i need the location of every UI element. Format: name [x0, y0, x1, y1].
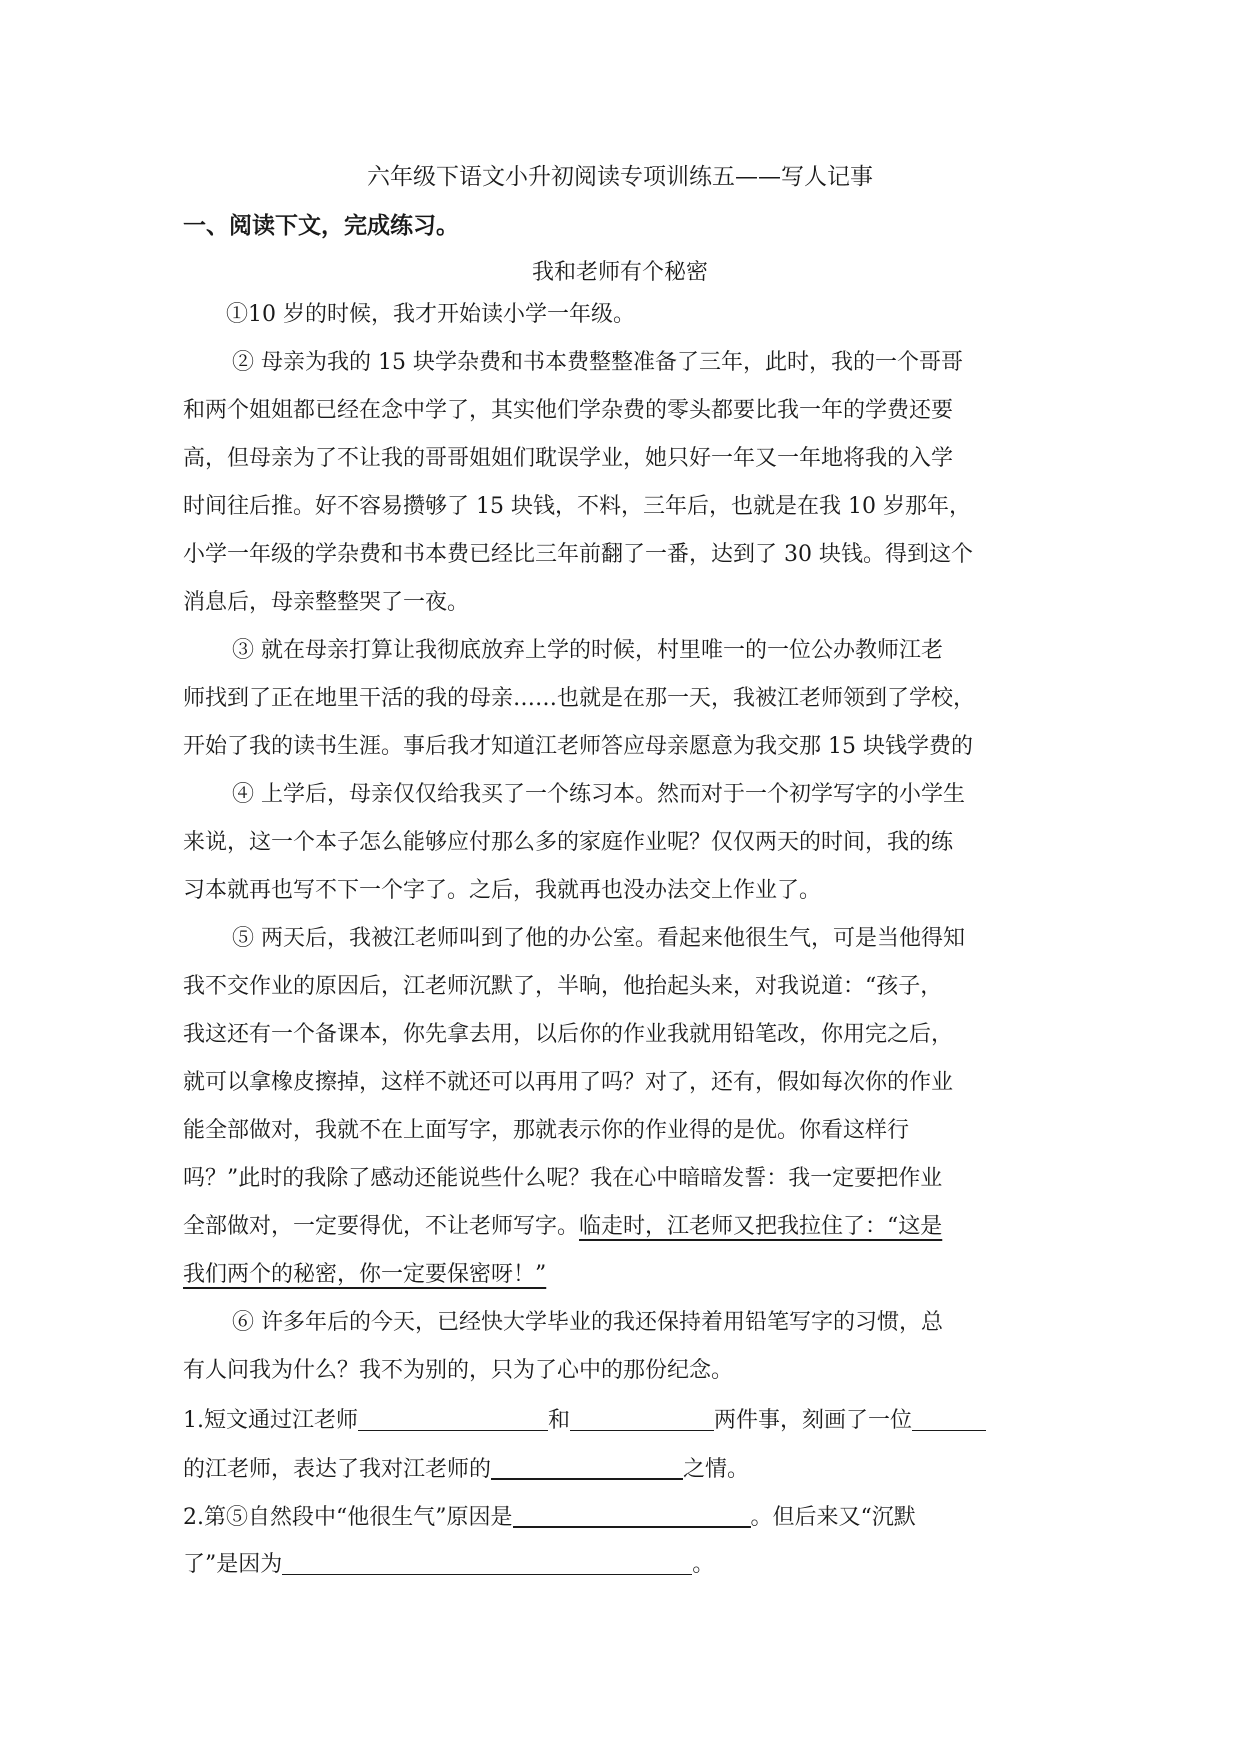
worksheet-title: 六年级下语文小升初阅读专项训练五——写人记事: [367, 164, 873, 190]
paragraph-3-line-2: 师找到了正在地里干活的我的母亲……也就是在那一天，我被江老师领到了学校，: [183, 686, 976, 711]
question-2-line-1: [183, 1504, 916, 1529]
paragraph-5-line-6: 吗？”此时的我除了感动还能说些什么呢？我在心中暗暗发誓：我一定要把作业: [183, 1166, 943, 1191]
question-1-text-e: 之情。: [683, 1457, 750, 1482]
paragraph-5-line-5: 能全部做对，我就不在上面写字，那就表示你的作业得的是优。你看这样行: [183, 1118, 910, 1143]
paragraph-6-line-1: ⑥ 许多年后的今天，已经快大学毕业的我还保持着用铅笔写字的习惯，总: [232, 1310, 943, 1335]
underlined-sentence-part-2: 我们两个的秘密，你一定要保密呀！”: [183, 1262, 547, 1287]
paragraph-2-line-4: 时间往后推。好不容易攒够了 15 块钱，不料，三年后，也就是在我 10 岁那年，: [183, 494, 971, 519]
question-1-blank-1[interactable]: [358, 1408, 548, 1431]
question-2-blank-1[interactable]: [513, 1504, 751, 1528]
paragraph-2-line-3: 高，但母亲为了不让我的哥哥姐姐们耽误学业，她只好一年又一年地将我的入学: [183, 446, 954, 471]
paragraph-1: ①10 岁的时候，我才开始读小学一年级。: [226, 302, 635, 327]
paragraph-4-line-1: ④ 上学后，母亲仅仅给我买了一个练习本。然而对于一个初学写字的小学生: [232, 782, 965, 807]
question-1-text-c: 两件事，刻画了一位: [714, 1408, 913, 1433]
question-2-text-d: 。: [692, 1552, 715, 1577]
question-1-line-2: [183, 1456, 749, 1481]
paragraph-5-line-7: [183, 1216, 942, 1238]
paragraph-5-line-4: 就可以拿橡皮擦掉，这样不就还可以再用了吗？对了，还有，假如每次你的作业: [183, 1070, 954, 1095]
question-1-blank-2[interactable]: [570, 1408, 714, 1431]
paragraph-2-line-2: 和两个姐姐都已经在念中学了，其实他们学杂费的零头都要比我一年的学费还要: [183, 398, 954, 423]
paragraph-5-line-1: ⑤ 两天后，我被江老师叫到了他的办公室。看起来他很生气，可是当他得知: [232, 926, 965, 951]
paragraph-2-line-6: 消息后，母亲整整哭了一夜。: [183, 590, 470, 615]
question-1-text-b: 和: [548, 1408, 571, 1433]
paragraph-5-line-8: [183, 1264, 546, 1286]
paragraph-4-line-2: 来说，这一个本子怎么能够应付那么多的家庭作业呢？仅仅两天的时间，我的练: [183, 830, 954, 855]
paragraph-5-line-2: 我不交作业的原因后，江老师沉默了，半晌，他抬起头来，对我说道：“孩子，: [183, 974, 943, 999]
question-1-line-1: [183, 1408, 986, 1432]
paragraph-2-line-1: ② 母亲为我的 15 块学杂费和书本费整整准备了三年，此时，我的一个哥哥: [232, 350, 963, 375]
question-1-text-a: 1.短文通过江老师: [183, 1408, 358, 1433]
passage-title: 我和老师有个秘密: [531, 260, 708, 285]
question-1-blank-4[interactable]: [491, 1456, 683, 1480]
question-2-text-c: 了”是因为: [183, 1552, 283, 1577]
underlined-sentence-part-1: 临走时，江老师又把我拉住了：“这是: [579, 1214, 943, 1239]
question-1-blank-3[interactable]: [912, 1408, 986, 1431]
paragraph-5-line-7-text: 全部做对，一定要得优，不让老师写字。: [183, 1214, 580, 1239]
question-2-text-b: 。但后来又“沉默: [750, 1505, 916, 1530]
paragraph-4-line-3: 习本就再也写不下一个字了。之后，我就再也没办法交上作业了。: [183, 878, 822, 903]
question-2-blank-2[interactable]: [282, 1552, 692, 1575]
paragraph-3-line-3: 开始了我的读书生涯。事后我才知道江老师答应母亲愿意为我交那 15 块钱学费的: [183, 734, 973, 759]
section-heading: 一、阅读下文，完成练习。: [183, 212, 459, 239]
question-2-line-2: [183, 1552, 714, 1576]
paragraph-2-line-5: 小学一年级的学杂费和书本费已经比三年前翻了一番，达到了 30 块钱。得到这个: [183, 542, 973, 567]
paragraph-3-line-1: ③ 就在母亲打算让我彻底放弃上学的时候，村里唯一的一位公办教师江老: [232, 638, 943, 663]
paragraph-6-line-2: 有人问我为什么？我不为别的，只为了心中的那份纪念。: [183, 1358, 734, 1383]
question-2-text-a: 2.第⑤自然段中“他很生气”原因是: [183, 1505, 513, 1530]
question-1-text-d: 的江老师，表达了我对江老师的: [183, 1457, 492, 1482]
paragraph-5-line-3: 我这还有一个备课本，你先拿去用，以后你的作业我就用铅笔改，你用完之后，: [183, 1022, 954, 1047]
